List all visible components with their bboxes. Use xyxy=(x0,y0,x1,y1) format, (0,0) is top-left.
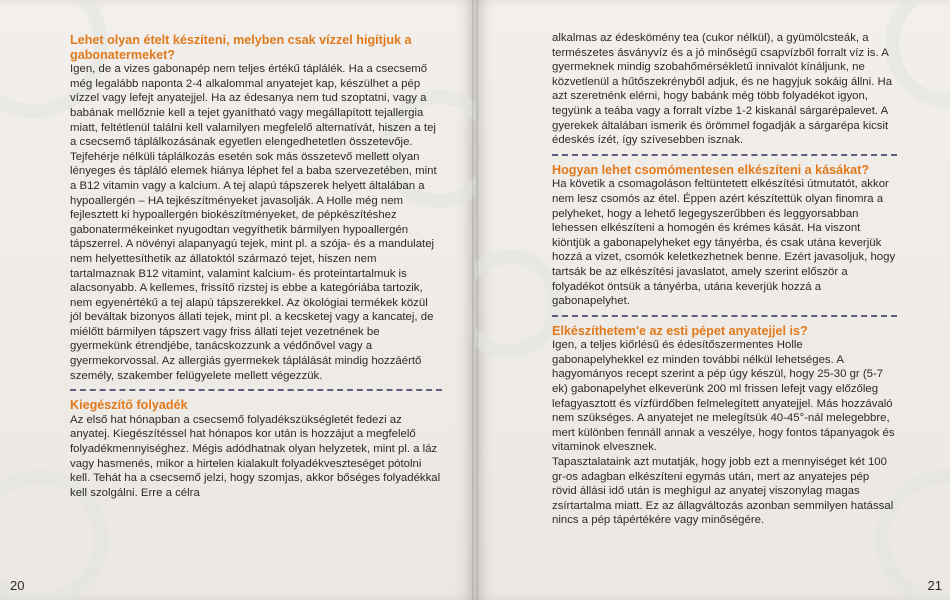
page-number: 21 xyxy=(927,578,942,593)
dashed-divider xyxy=(70,389,442,391)
section-heading: Elkészíthetem'e az esti pépet anyatejjel is? xyxy=(552,323,808,338)
section-heading: Lehet olyan ételt készíteni, melyben csak vízzel higítjuk a gabonatermeket? xyxy=(70,33,412,62)
page-number: 20 xyxy=(10,578,25,593)
dashed-divider xyxy=(552,315,897,317)
section-body: Igen, a teljes kiőrlésű és édesítőszermentes Holle gabonapelyhekkel ez minden további nélkül lehetséges. A hagyományos recept szerint a pép úgy készül, hogy 25-30 gr (5-7 ek) gabonapelyhet elkeverünk 200 ml frissen lefejt vagy előzőleg lefagyasztott és vízfürdőben felmelegített anyatejjel. Más hozzávaló nem szükséges. A anyatejet ne melegítsük 40-45°-nál melegebbre, mert különben fennáll annak a veszélye, hogy fontos tápanyagok és vitaminok elvesznek. Tapasztalataink azt mutatják, hogy jobb ezt a mennyiséget két 100 gr-os adagban elkészíteni egymás után, mert az anyatejes pép rövid állási idő után is meghígul az anyatej viszonylag magas zsírtartalma miatt. Ez az állagváltozás azonban semmilyen hatással nincs a pép tápértékére vagy minőségére. xyxy=(552,339,895,527)
section-heading: Kiegészítő folyadék xyxy=(70,398,188,413)
right-page-content xyxy=(552,31,897,528)
book-gutter xyxy=(472,0,478,600)
left-page-content xyxy=(70,33,442,500)
section-body: Igen, de a vizes gabonapép nem teljes értékű táplálék. Ha a csecsemő még legalább naponta 2-4 alkalommal anyatejet kap, készülhet a pép vízzel vagy lefejt anyatejjel. Ha az édesanya nem tud szoptatni, vagy a babának mellőznie kell a tejet gyanítható vagy megállapított tejallergia miatt, feltétlenül találni kell valamilyen megfelelő alternatívát, hiszen a tej a csecsemő táplálkozásának egyetlen elengedhetetlen összetevője. Tejfehérje nélküli táplálkozás esetén sok más összetevő mellett olyan lényeges és tápláló elemek hiánya léphet fel a baba szervezetében, mint a B12 vitamin vagy a kalcium. A tej alapú tápszerek helyett általában a hypoallergén – HA tejkészítményeket javasolják. A Holle még nem fejlesztett ki hypoallergén biokészítményeket, de pépkészítéshez gabonatermékeinket nyugodtan vegyíthetik bármilyen hypoallergén tápszerrel. A növényi alapanyagú tejek, mint pl. a szója- és a mandulatej nem helyettesíthetik az állatoktól származó tejet, hiszen nem tartalmaznak B12 vitamint, valamint kalcium- és proteintartalmuk is alacsonyabb. A kellemes, frissítő rizstej is ebbe a kategóriába tartozik, nem egyenértékű a tej alapú tápszerekkel. Az ökológiai termékek közül jól beváltak bizonyos állati tejek, mint pl. a kecsketej vagy a kancatej, de miélőtt bármilyen tápszert vagy friss állati tejet vezetnének be gyermekünk étrendjébe, tanácskozzunk a védőnővel vagy a gyermekorvossal. Az allergiás gyermekek táplálását mindig hozzáértő személy, szakember felügyelete mellett végezzük. xyxy=(70,63,437,382)
section-body: Az első hat hónapban a csecsemő folyadékszükségletét fedezi az anyatej. Kiegészítéssel hat hónapos kor után is hozzájut a megfelelő folyadékmennyiséghez. Mégis adódhatnak olyan helyzetek, mint pl. a láz vagy hasmenés, mikor a hirtelen kialakult folyadékveszteséget pótolni kell. Tehát ha a csecsemő jelzi, hogy szomjas, akkor bőséges folyadékkal kell szolgálni. Erre a célra xyxy=(70,413,441,499)
dashed-divider xyxy=(552,154,897,156)
section-heading: Hogyan lehet csomómentesen elkészíteni a kásákat? xyxy=(552,162,870,177)
section-body: Ha követik a csomagoláson feltüntetett elkészítési útmutatót, akkor nem lesz csomós az étel. Éppen azért készítettük olyan finomra a pelyheket, hogy a lehető legegyszerűbben és leggyorsabban lehessen elkészíteni a homogén és krémes kását. Ha viszont kiöntjük a gabonapelyheket egy tányérba, és csak utána keverjük hozzá a vizet, csomók keletkezhetnek benne. Ezért javasoljuk, hogy tartsák be az elkészítési javaslatot, amely szerint először a folyadékot öntsük a tányérba, utána keverjük hozzá a gabonapelyhet. xyxy=(552,178,896,308)
section-body: alkalmas az édeskömény tea (cukor nélkül), a gyümölcsteák, a természetes ásványvíz és a jó minőségű csapvízből forralt víz is. A gyermeknek mindig szobahőmérsékletű innivalót kínáljunk, ne közvetlenül a hűtőszekrényből adjuk, és ne hagyjuk sokáig állni. Ha azt szeretnénk elérni, hogy babánk még több folyadékot igyon, tegyünk a teába vagy a forralt vízbe 1-2 kiskanál sárgarépalevet. A gyerekek általában ismerik és örömmel fogadják a sárgarépa kicsit édeskés ízét, így szívesebben isznak. xyxy=(552,32,893,147)
right-page xyxy=(475,0,950,600)
